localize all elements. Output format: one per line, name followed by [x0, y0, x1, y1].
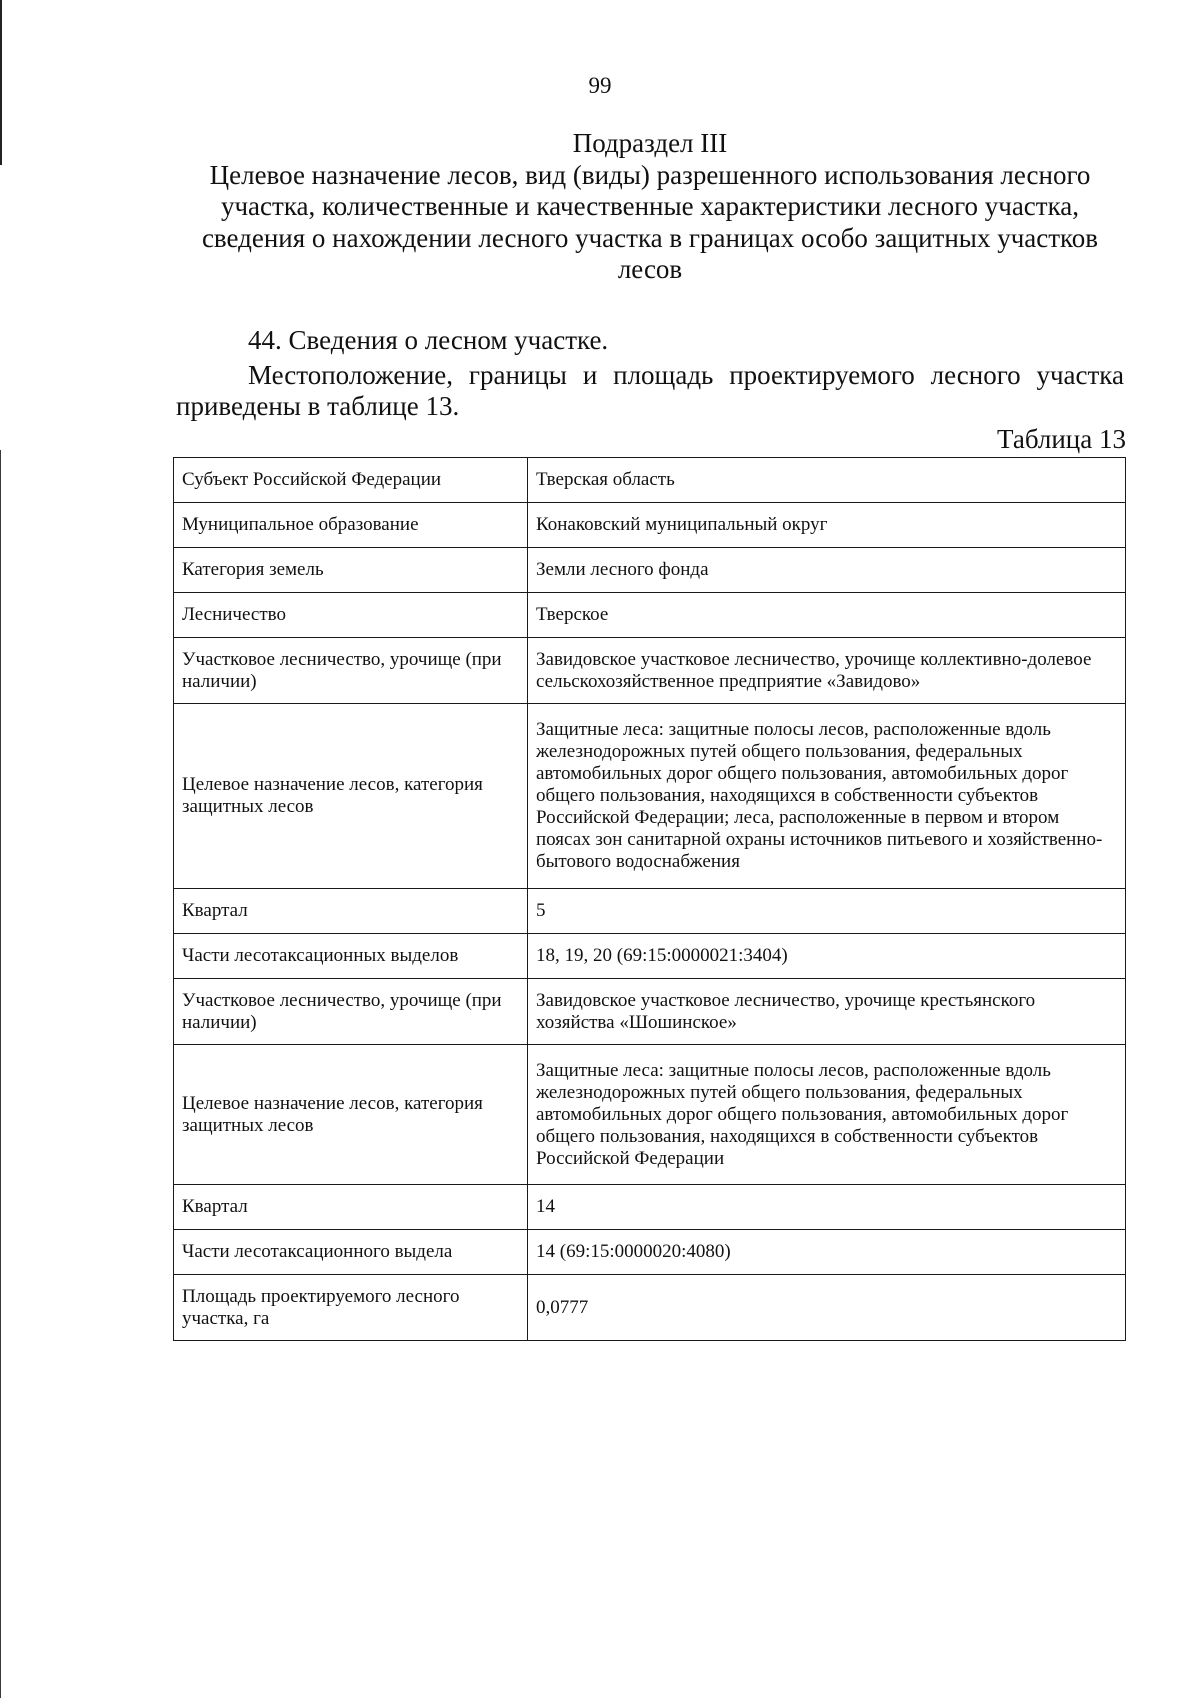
row-value: Защитные леса: защитные полосы лесов, расположенные вдоль железнодорожных путей общего пользования, федеральных автомобильных дорог общего пользования, автомобильных дорог общего пользования, находящихся в собственности субъектов Российской Федерации: [528, 1045, 1126, 1185]
row-value: 18, 19, 20 (69:15:0000021:3404): [528, 934, 1126, 979]
scan-edge-bottom: [0, 450, 1, 1698]
table-row: [174, 1185, 1126, 1230]
row-value: Конаковский муниципальный округ: [528, 503, 1126, 548]
table-row: [174, 1275, 1126, 1341]
page-number: 99: [588, 73, 612, 98]
table-row: [174, 979, 1126, 1045]
row-key: Субъект Российской Федерации: [174, 458, 528, 503]
row-key: Участковое лесничество, урочище (при наличии): [174, 979, 528, 1045]
row-value: Завидовское участковое лесничество, урочище крестьянского хозяйства «Шошинское»: [528, 979, 1126, 1045]
row-value: Тверское: [528, 593, 1126, 638]
table-row: [174, 1230, 1126, 1275]
row-key: Категория земель: [174, 548, 528, 593]
row-key: Квартал: [174, 1185, 528, 1230]
forest-plot-table: [173, 457, 1126, 1341]
row-value: Защитные леса: защитные полосы лесов, расположенные вдоль железнодорожных путей общего пользования, федеральных автомобильных дорог общего пользования, автомобильных дорог общего пользования, находящихся в собственности субъектов Российской Федерации; леса, расположенные в первом и втором поясах зон санитарной охраны источников питьевого и хозяйственно-бытового водоснабжения: [528, 704, 1126, 889]
row-key: Целевое назначение лесов, категория защитных лесов: [174, 704, 528, 889]
item-44-title: 44. Сведения о лесном участке.: [248, 325, 609, 355]
row-value: 14 (69:15:0000020:4080): [528, 1230, 1126, 1275]
subsection-title: Подраздел III: [572, 128, 728, 158]
row-value: 14: [528, 1185, 1126, 1230]
table-row: [174, 1045, 1126, 1185]
table-row: [174, 704, 1126, 889]
table-row: [174, 638, 1126, 704]
table-row: [174, 889, 1126, 934]
table-caption: Таблица 13: [997, 424, 1126, 454]
row-value: 5: [528, 889, 1126, 934]
row-key: Участковое лесничество, урочище (при наличии): [174, 638, 528, 704]
row-key: Площадь проектируемого лесного участка, га: [174, 1275, 528, 1341]
row-key: Лесничество: [174, 593, 528, 638]
section-heading: [176, 128, 1124, 286]
row-value: 0,0777: [528, 1275, 1126, 1341]
item-44-text: Местоположение, границы и площадь проектируемого лесного участка приведены в таблице 13.: [176, 360, 1124, 421]
table-row: [174, 458, 1126, 503]
row-value: Тверская область: [528, 458, 1126, 503]
table-row: [174, 503, 1126, 548]
row-key: Муниципальное образование: [174, 503, 528, 548]
row-value: Земли лесного фонда: [528, 548, 1126, 593]
table-row: [174, 934, 1126, 979]
row-key: Части лесотаксационных выделов: [174, 934, 528, 979]
row-key: Квартал: [174, 889, 528, 934]
row-key: Целевое назначение лесов, категория защитных лесов: [174, 1045, 528, 1185]
table-row: [174, 548, 1126, 593]
section-heading-text: Целевое назначение лесов, вид (виды) разрешенного использования лесного участка, количественные и качественные характеристики лесного участка, сведения о нахождении лесного участка в границах особо защитных участков лесов: [201, 159, 1099, 284]
table-row: [174, 593, 1126, 638]
row-value: Завидовское участковое лесничество, урочище коллективно-долевое сельскохозяйственное предприятие «Завидово»: [528, 638, 1126, 704]
row-key: Части лесотаксационного выдела: [174, 1230, 528, 1275]
